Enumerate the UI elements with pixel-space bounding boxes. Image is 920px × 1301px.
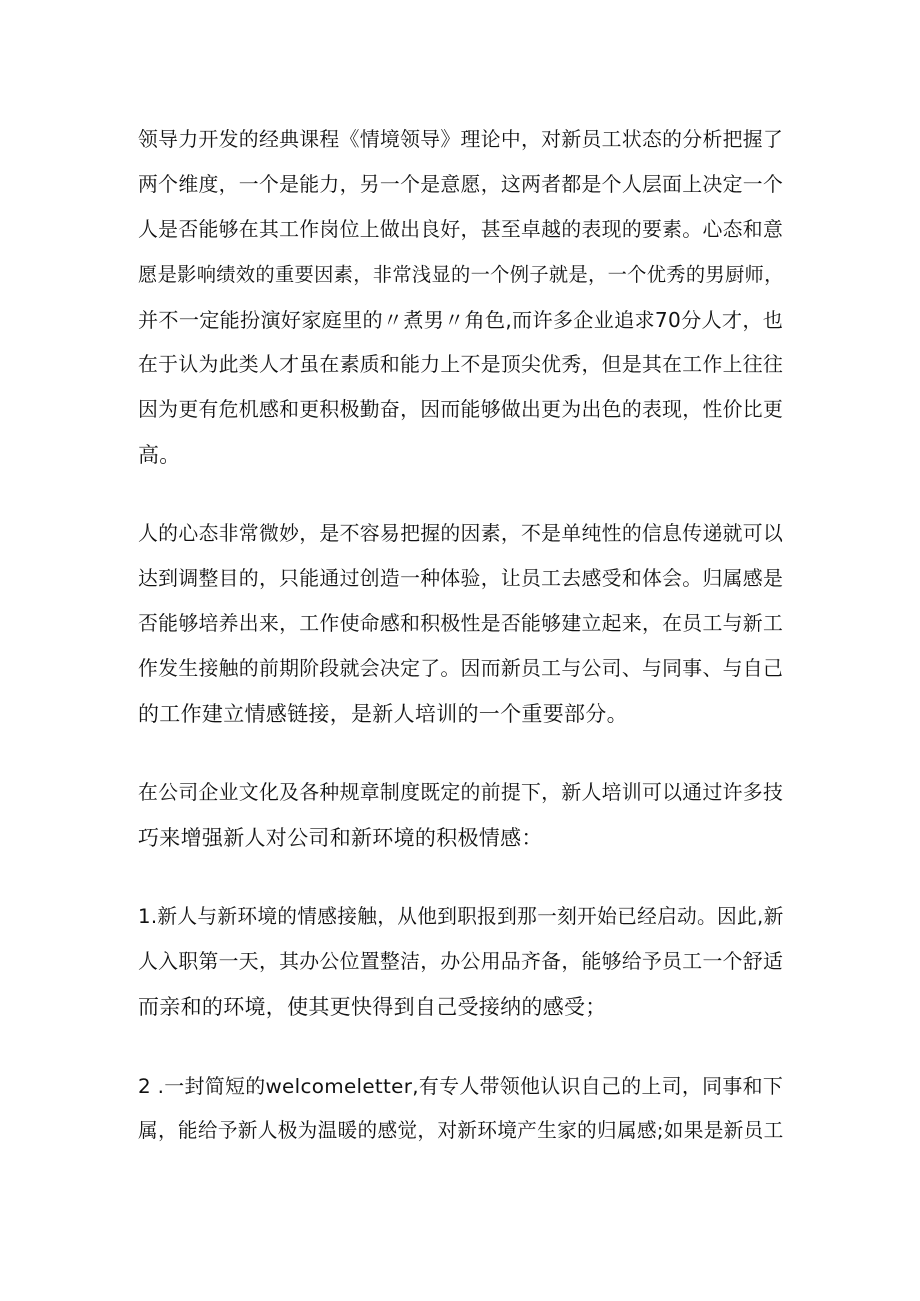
list-item-1-line-3: 而亲和的环境，使其更快得到自己受接纳的感受； bbox=[138, 995, 607, 1019]
paragraph-1-line-2: 两个维度，一个是能力，另一个是意愿，这两者都是个人层面上决定一个 bbox=[138, 173, 784, 196]
list-item-1-line-2: 人入职第一天，其办公位置整洁，办公用品齐备，能够给予员工一个舒适 bbox=[138, 950, 784, 973]
paragraph-1-line-6: 在于认为此类人才虽在素质和能力上不是顶尖优秀，但是其在工作上往往 bbox=[138, 353, 784, 376]
paragraph-1-line-3: 人是否能够在其工作岗位上做出良好，甚至卓越的表现的要素。心态和意 bbox=[138, 218, 784, 241]
paragraph-1-line-1: 领导力开发的经典课程《情境领导》理论中，对新员工状态的分析把握了 bbox=[138, 128, 784, 151]
paragraph-3-line-1: 在公司企业文化及各种规章制度既定的前提下，新人培训可以通过许多技 bbox=[138, 781, 784, 804]
list-item-2-line-1: 2 .一封简短的welcomeletter,有专人带领他认识自己的上司，同事和下 bbox=[138, 1074, 784, 1098]
paragraph-2-line-4: 作发生接触的前期阶段就会决定了。因而新员工与公司、与同事、与自己 bbox=[138, 657, 784, 680]
paragraph-2-line-2: 达到调整目的，只能通过创造一种体验，让员工去感受和体会。归属感是 bbox=[138, 567, 784, 590]
paragraph-1-line-4: 愿是影响绩效的重要因素，非常浅显的一个例子就是，一个优秀的男厨师， bbox=[138, 263, 784, 286]
paragraph-2-line-3: 否能够培养出来，工作使命感和积极性是否能够建立起来，在员工与新工 bbox=[138, 612, 784, 635]
list-item-1-line-1: 1.新人与新环境的情感接触，从他到职报到那一刻开始已经启动。因此,新 bbox=[138, 905, 784, 928]
paragraph-2-line-1: 人的心态非常微妙，是不容易把握的因素，不是单纯性的信息传递就可以 bbox=[138, 522, 784, 545]
list-item-2-line-2: 属，能给予新人极为温暖的感觉，对新环境产生家的归属感;如果是新员工 bbox=[138, 1119, 784, 1142]
paragraph-3-line-2: 巧来增强新人对公司和新环境的积极情感： bbox=[138, 826, 543, 850]
paragraph-1-line-8: 高。 bbox=[138, 443, 181, 467]
paragraph-2-line-5: 的工作建立情感链接，是新人培训的一个重要部分。 bbox=[138, 702, 628, 726]
paragraph-1-line-7: 因为更有危机感和更积极勤奋，因而能够做出更为出色的表现，性价比更 bbox=[138, 398, 784, 421]
paragraph-1-line-5: 并不一定能扮演好家庭里的〃煮男〃角色,而许多企业追求70分人才，也 bbox=[138, 308, 784, 332]
